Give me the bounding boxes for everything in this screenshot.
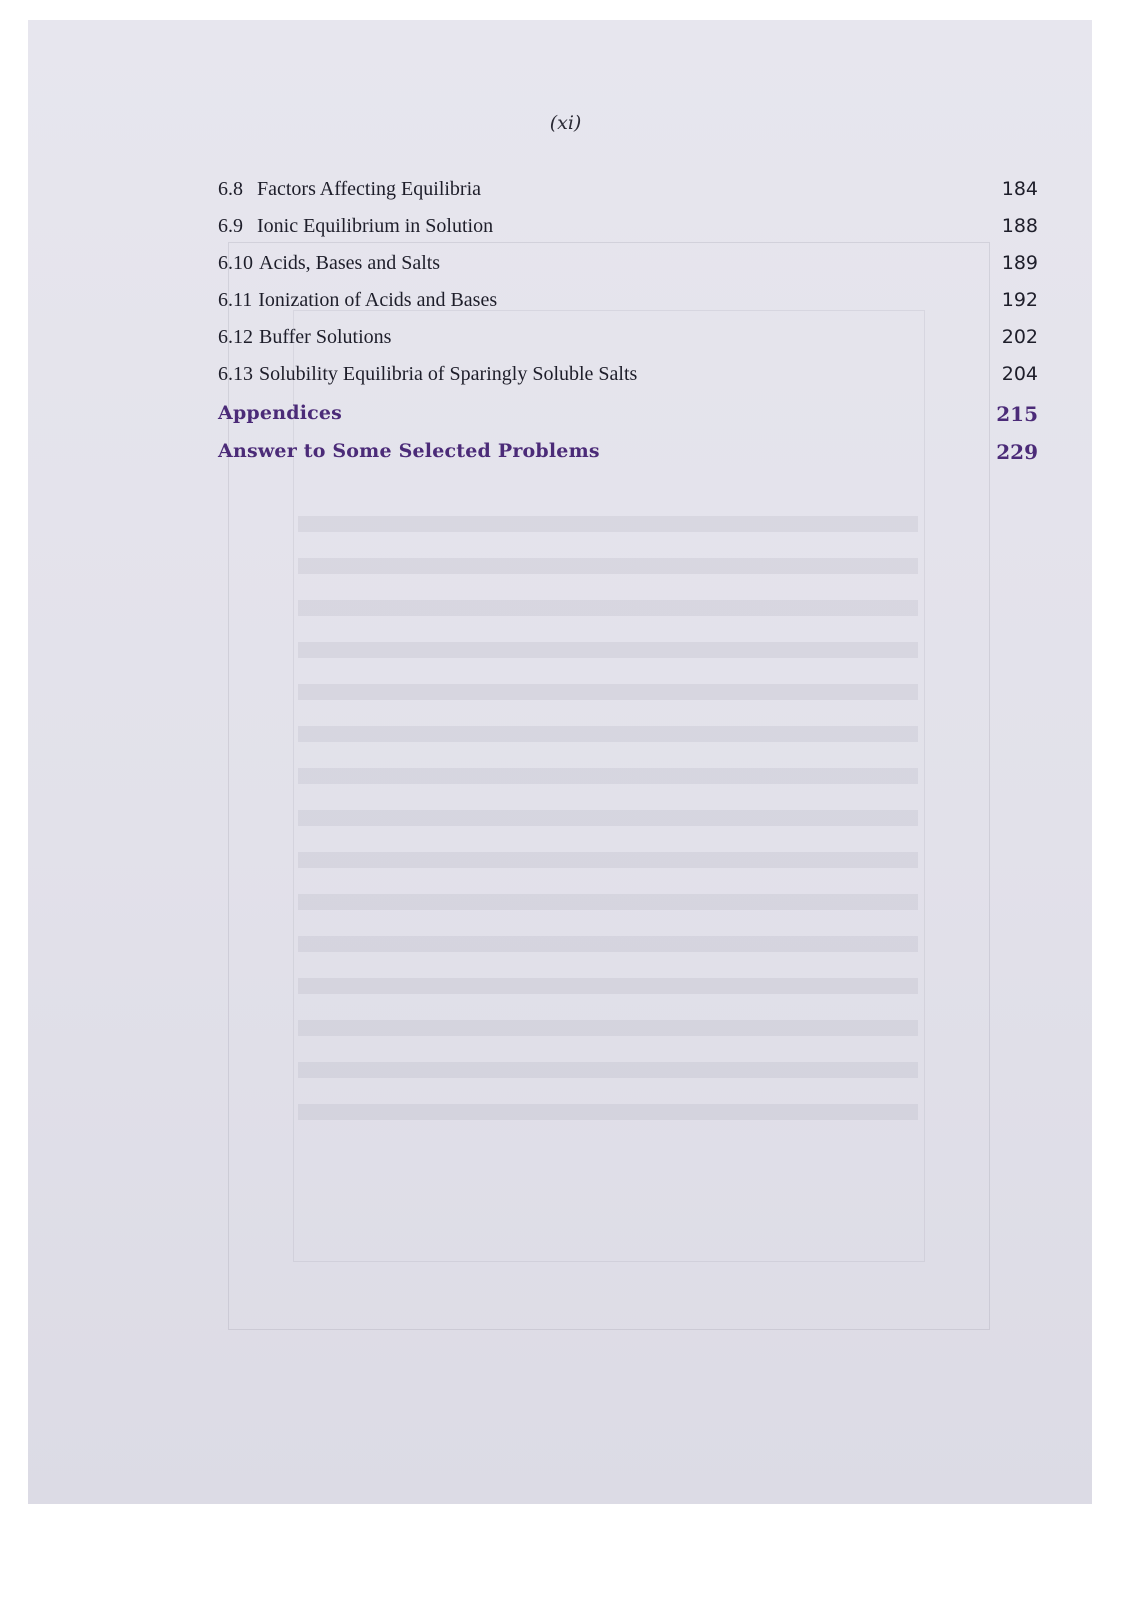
toc-entry (0, 326, 1131, 356)
page-number: (xi) (549, 112, 582, 134)
section-number: 6.10 (218, 252, 253, 274)
toc-entry (0, 178, 1131, 208)
toc-answers (0, 440, 1131, 470)
section-number: 6.9 (218, 215, 243, 237)
toc-appendices (0, 402, 1131, 432)
section-number: 6.11 (218, 289, 253, 311)
toc-entry-text (218, 178, 481, 201)
section-title: Ionic Equilibrium in Solution (257, 215, 494, 237)
toc-entry-text (218, 363, 637, 386)
toc-entry (0, 252, 1131, 282)
answers-page-ref: 229 (996, 440, 1038, 464)
toc-entry (0, 289, 1131, 319)
page-ref: 204 (1001, 363, 1038, 385)
section-title: Acids, Bases and Salts (259, 252, 441, 274)
section-number: 6.13 (218, 363, 253, 385)
appendices-page-ref: 215 (996, 402, 1038, 426)
toc-entry-text (218, 326, 391, 349)
page-ref: 188 (1001, 215, 1038, 237)
page-ref: 192 (1001, 289, 1038, 311)
page-ref: 202 (1001, 326, 1038, 348)
section-title: Ionization of Acids and Bases (258, 289, 498, 311)
page-ref: 189 (1001, 252, 1038, 274)
section-number: 6.8 (218, 178, 243, 200)
toc-entry-text (218, 215, 493, 238)
section-title: Solubility Equilibria of Sparingly Soluble Salts (259, 363, 638, 385)
page-ref: 184 (1001, 178, 1038, 200)
toc-entry-text (218, 252, 440, 275)
answers-title: Answer to Some Selected Problems (218, 440, 600, 462)
toc-entry (0, 363, 1131, 393)
toc-entry (0, 215, 1131, 245)
section-number: 6.12 (218, 326, 253, 348)
section-title: Factors Affecting Equilibria (257, 178, 482, 200)
bleed-through-text (298, 490, 918, 1130)
appendices-title: Appendices (218, 402, 343, 424)
section-title: Buffer Solutions (259, 326, 392, 348)
toc-entry-text (218, 289, 497, 312)
